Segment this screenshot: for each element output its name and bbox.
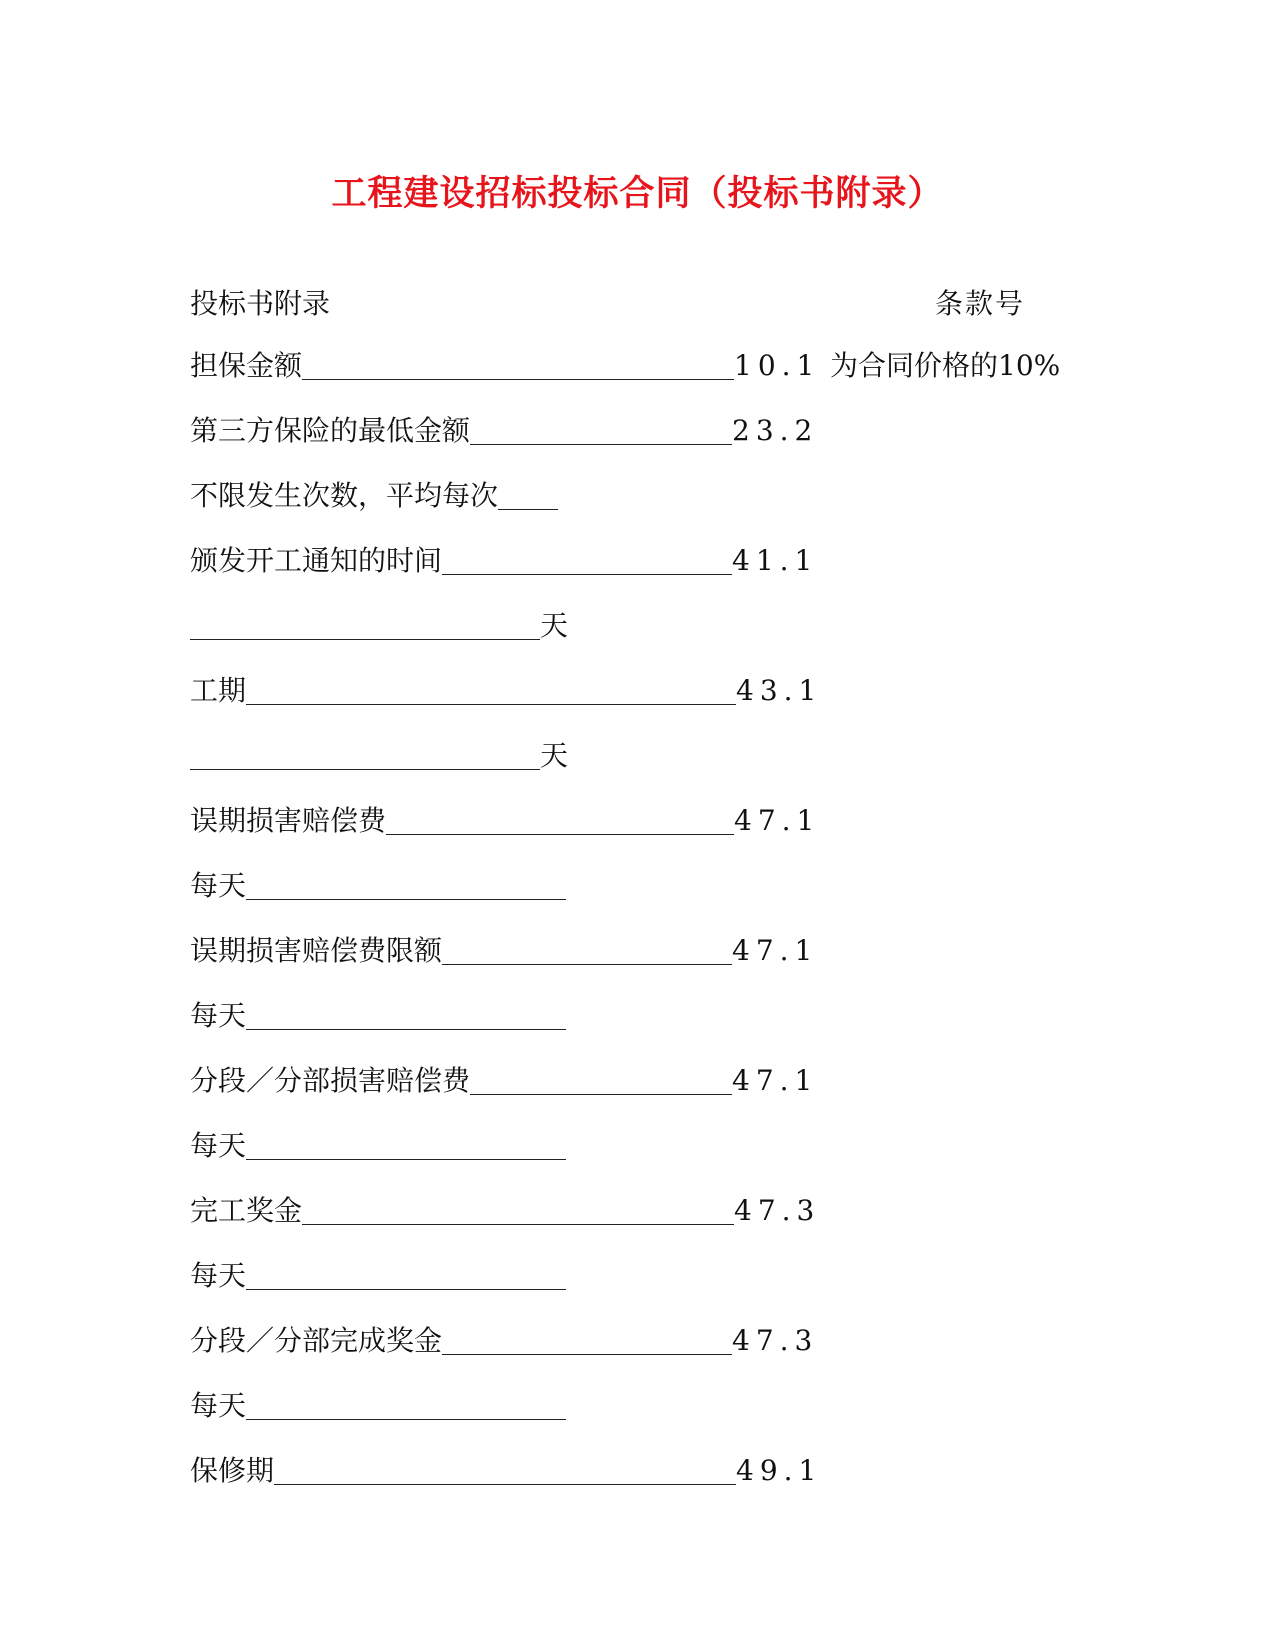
document-title: 工程建设招标投标合同（投标书附录）	[331, 173, 944, 214]
row-guarantee-amount	[190, 346, 820, 386]
guarantee-note: 为合同价格的10%	[830, 349, 1061, 382]
row-label: 分段／分部完成奖金	[190, 1324, 443, 1357]
fill-in-blank[interactable]	[442, 1326, 732, 1355]
row-per-occurrence	[190, 476, 558, 516]
row-label: 第三方保险的最低金额	[190, 414, 471, 447]
row-label: 分段／分部损害赔偿费	[190, 1064, 471, 1097]
clause-number: 41.1	[732, 544, 819, 577]
fill-in-blank[interactable]	[274, 1456, 736, 1485]
row-label: 担保金额	[190, 349, 303, 382]
clause-number: 47.3	[734, 1194, 821, 1227]
row-per-day	[190, 1126, 566, 1166]
row-per-day	[190, 996, 566, 1036]
fill-in-blank[interactable]	[246, 1001, 566, 1030]
fill-in-blank[interactable]	[302, 351, 734, 380]
row-liquidated-damages-limit	[190, 931, 818, 971]
row-construction-period	[190, 671, 822, 711]
clause-number: 23.2	[732, 414, 819, 447]
clause-number: 47.1	[734, 804, 821, 837]
row-label: 保修期	[190, 1454, 275, 1487]
row-warranty-period	[190, 1451, 822, 1491]
fill-in-blank[interactable]	[246, 1131, 566, 1160]
row-days-blank	[190, 736, 568, 776]
fill-in-blank[interactable]	[246, 871, 566, 900]
row-per-day	[190, 866, 566, 906]
row-label: 每天	[190, 999, 247, 1032]
row-liquidated-damages	[190, 801, 820, 841]
appendix-header-label: 投标书附录	[190, 287, 331, 320]
days-unit: 天	[540, 609, 569, 642]
row-completion-bonus	[190, 1191, 820, 1231]
row-section-completion-bonus	[190, 1321, 818, 1361]
fill-in-blank[interactable]	[470, 416, 732, 445]
clause-number-header: 条款号	[935, 287, 1026, 320]
fill-in-blank[interactable]	[246, 1261, 566, 1290]
row-label: 颁发开工通知的时间	[190, 544, 443, 577]
row-days-blank	[190, 606, 568, 646]
fill-in-blank[interactable]	[190, 611, 540, 640]
row-section-damages	[190, 1061, 818, 1101]
fill-in-blank[interactable]	[246, 676, 736, 705]
clause-number: 49.1	[736, 1454, 823, 1487]
row-label: 完工奖金	[190, 1194, 303, 1227]
row-label: 误期损害赔偿费限额	[190, 934, 443, 967]
fill-in-blank[interactable]	[498, 481, 558, 510]
row-min-third-party-insurance	[190, 411, 818, 451]
fill-in-blank[interactable]	[470, 1066, 732, 1095]
fill-in-blank[interactable]	[386, 806, 734, 835]
row-per-day	[190, 1256, 566, 1296]
appendix-header	[190, 284, 330, 324]
fill-in-blank[interactable]	[302, 1196, 734, 1225]
row-label: 不限发生次数，平均每次	[190, 479, 499, 512]
days-unit: 天	[540, 739, 569, 772]
clause-number: 43.1	[736, 674, 823, 707]
row-per-day	[190, 1386, 566, 1426]
clause-number: 47.3	[732, 1324, 819, 1357]
row-label: 每天	[190, 869, 247, 902]
row-label: 误期损害赔偿费	[190, 804, 387, 837]
fill-in-blank[interactable]	[190, 741, 540, 770]
clause-number: 47.1	[732, 1064, 819, 1097]
row-label: 每天	[190, 1389, 247, 1422]
fill-in-blank[interactable]	[442, 936, 732, 965]
row-commencement-notice-time	[190, 541, 818, 581]
row-label: 工期	[190, 674, 247, 707]
row-label: 每天	[190, 1259, 247, 1292]
row-label: 每天	[190, 1129, 247, 1162]
clause-number: 47.1	[732, 934, 819, 967]
clause-number: 10.1	[734, 349, 821, 382]
fill-in-blank[interactable]	[442, 546, 732, 575]
fill-in-blank[interactable]	[246, 1391, 566, 1420]
